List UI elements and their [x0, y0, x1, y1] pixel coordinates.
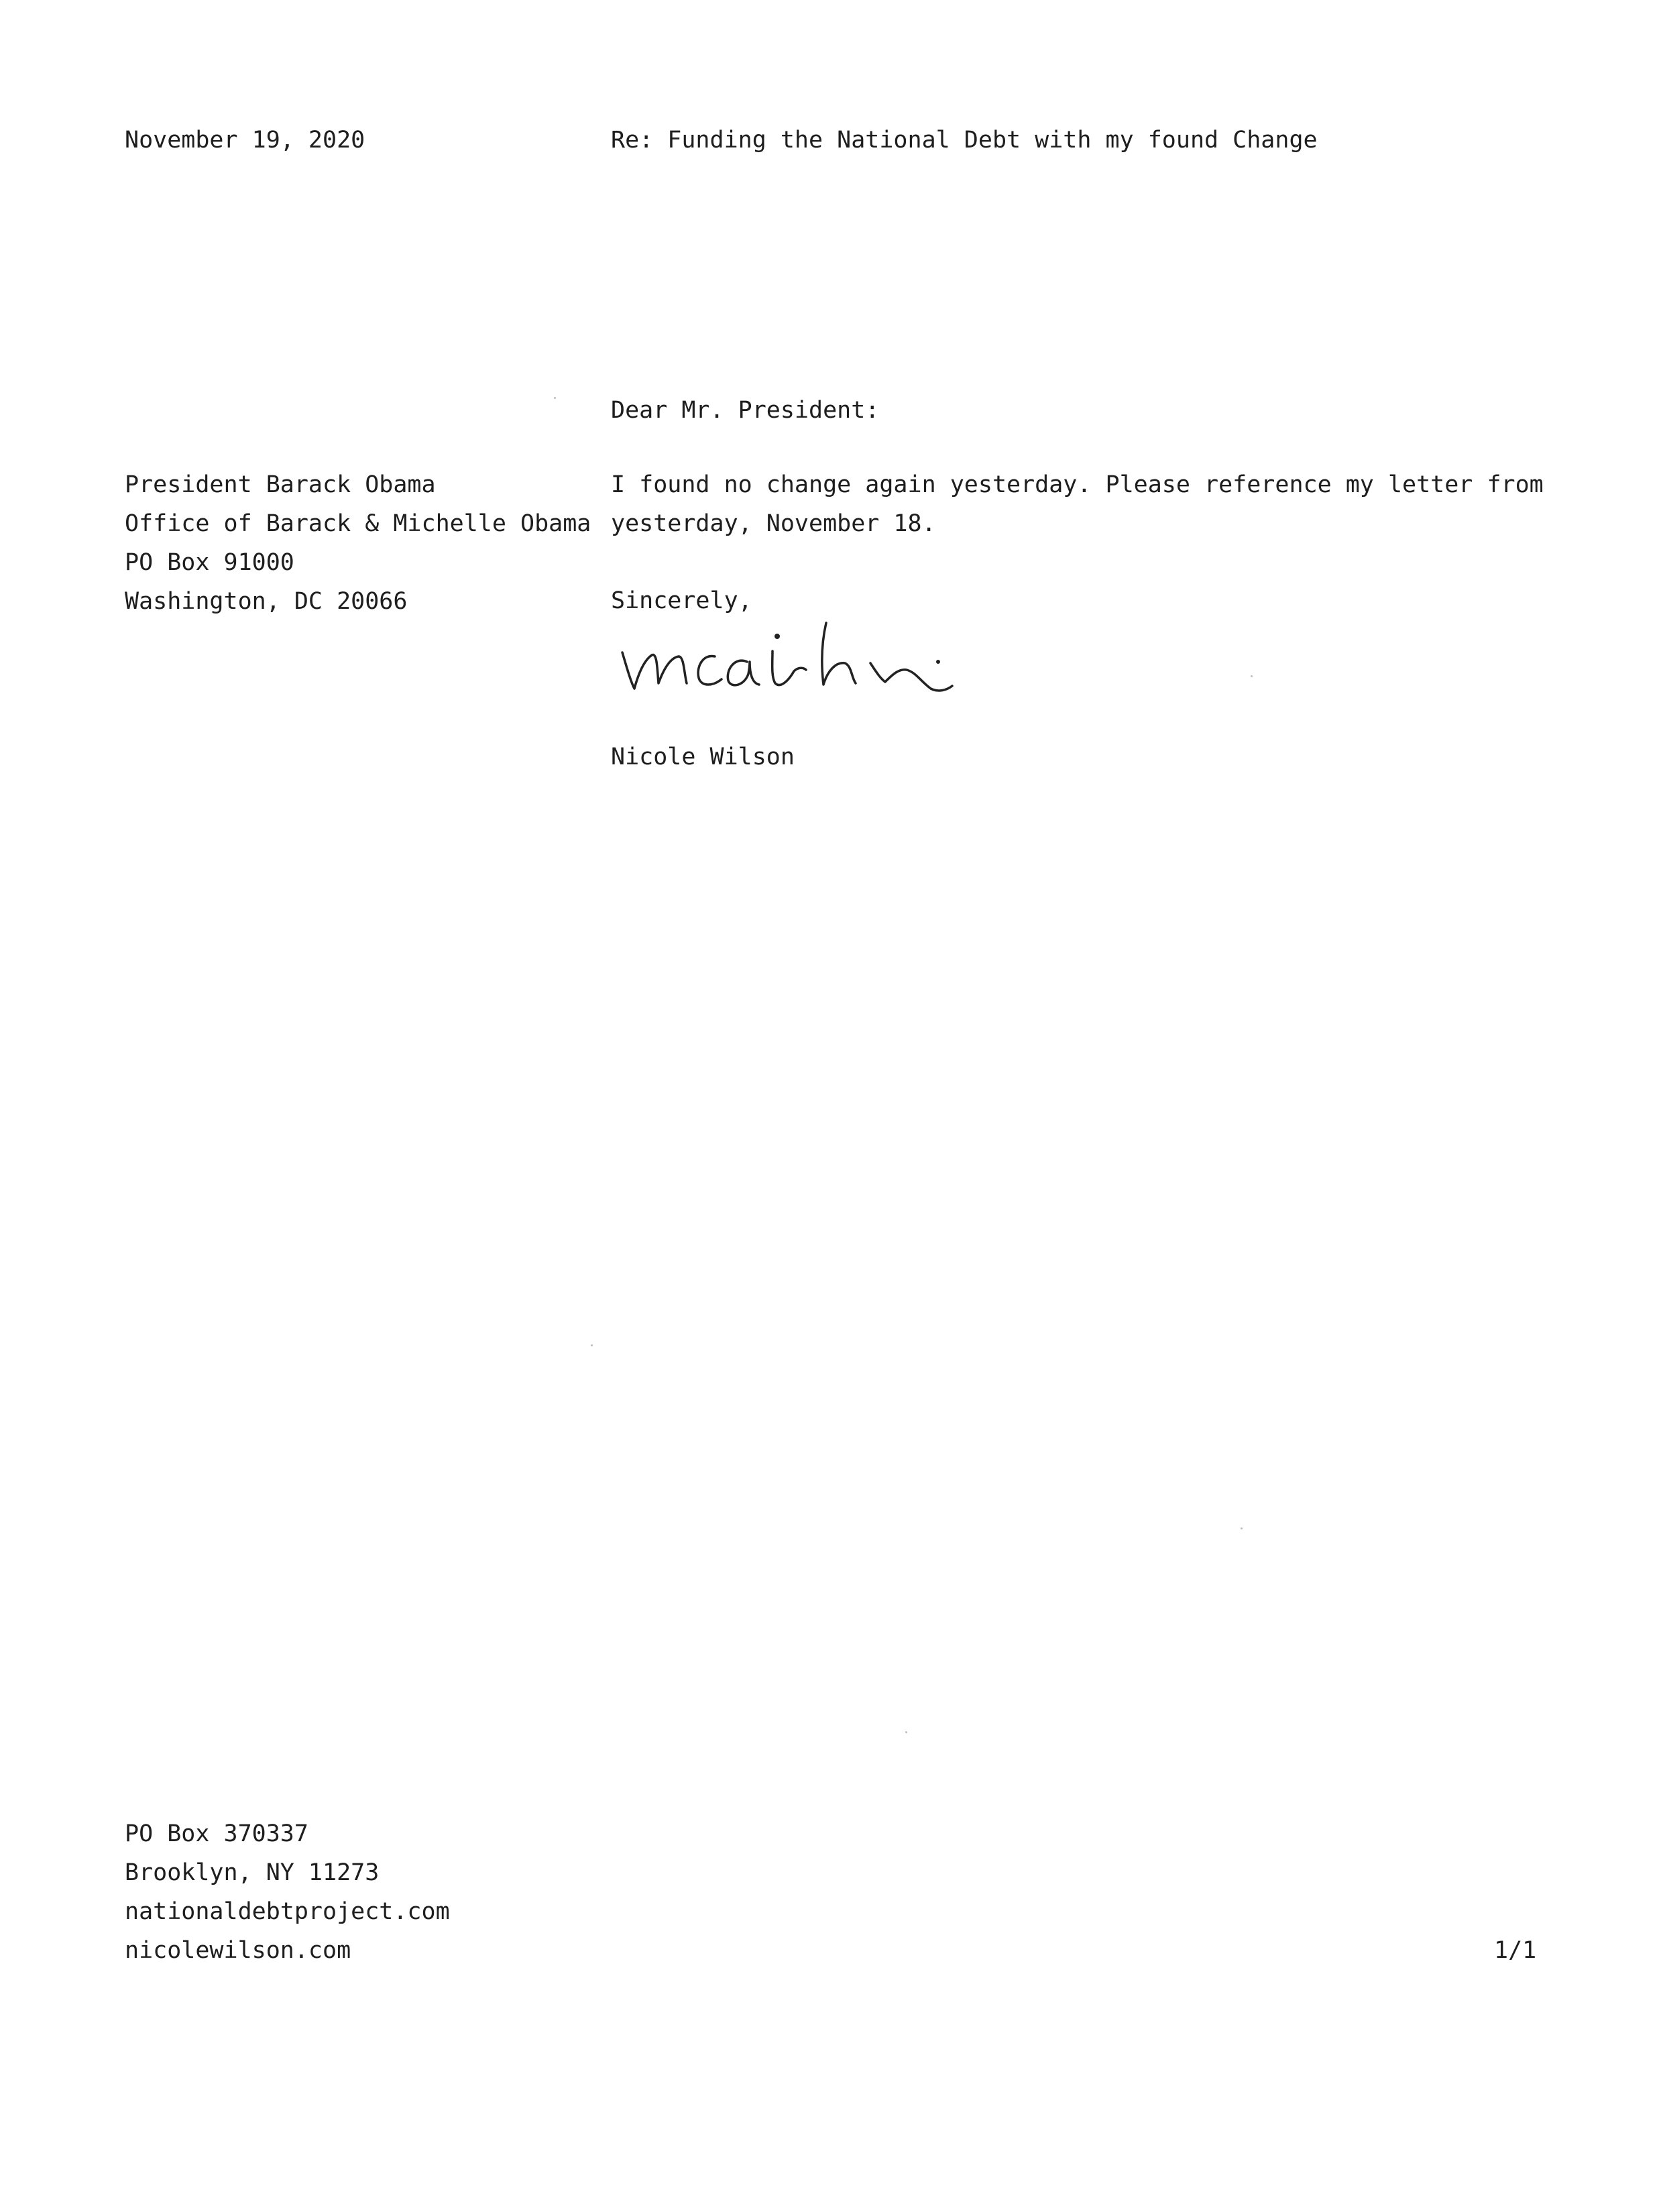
letter-body [611, 465, 1544, 543]
recipient-line: President Barack Obama [125, 471, 436, 498]
letter-date: November 19, 2020 [125, 127, 365, 154]
sender-website: nicolewilson.com [125, 1937, 351, 1964]
recipient-line: Washington, DC 20066 [125, 588, 408, 615]
body-line: I found no change again yesterday. Please reference my letter from [611, 471, 1544, 498]
scan-speck [1251, 675, 1253, 677]
sender-address-line: Brooklyn, NY 11273 [125, 1859, 380, 1886]
handwritten-signature-icon [617, 614, 959, 704]
signature-dot-icon [775, 634, 780, 639]
scan-speck [1241, 1527, 1243, 1529]
recipient-address [125, 465, 591, 621]
sender-website: nationaldebtproject.com [125, 1898, 450, 1925]
sender-address [125, 1814, 450, 1970]
sender-name: Nicole Wilson [611, 744, 795, 770]
page-number: 1/1 [1494, 1937, 1537, 1964]
body-line: yesterday, November 18. [611, 510, 936, 537]
letter-subject: Re: Funding the National Debt with my found Change [611, 127, 1318, 154]
recipient-line: PO Box 91000 [125, 549, 294, 576]
closing: Sincerely, [611, 587, 752, 614]
scan-speck [591, 1344, 593, 1346]
salutation: Dear Mr. President: [611, 397, 880, 424]
signature-dot-icon [936, 660, 940, 664]
scan-speck [905, 1731, 907, 1733]
sender-address-line: PO Box 370337 [125, 1820, 308, 1847]
recipient-line: Office of Barack & Michelle Obama [125, 510, 591, 537]
scan-speck [554, 397, 556, 399]
